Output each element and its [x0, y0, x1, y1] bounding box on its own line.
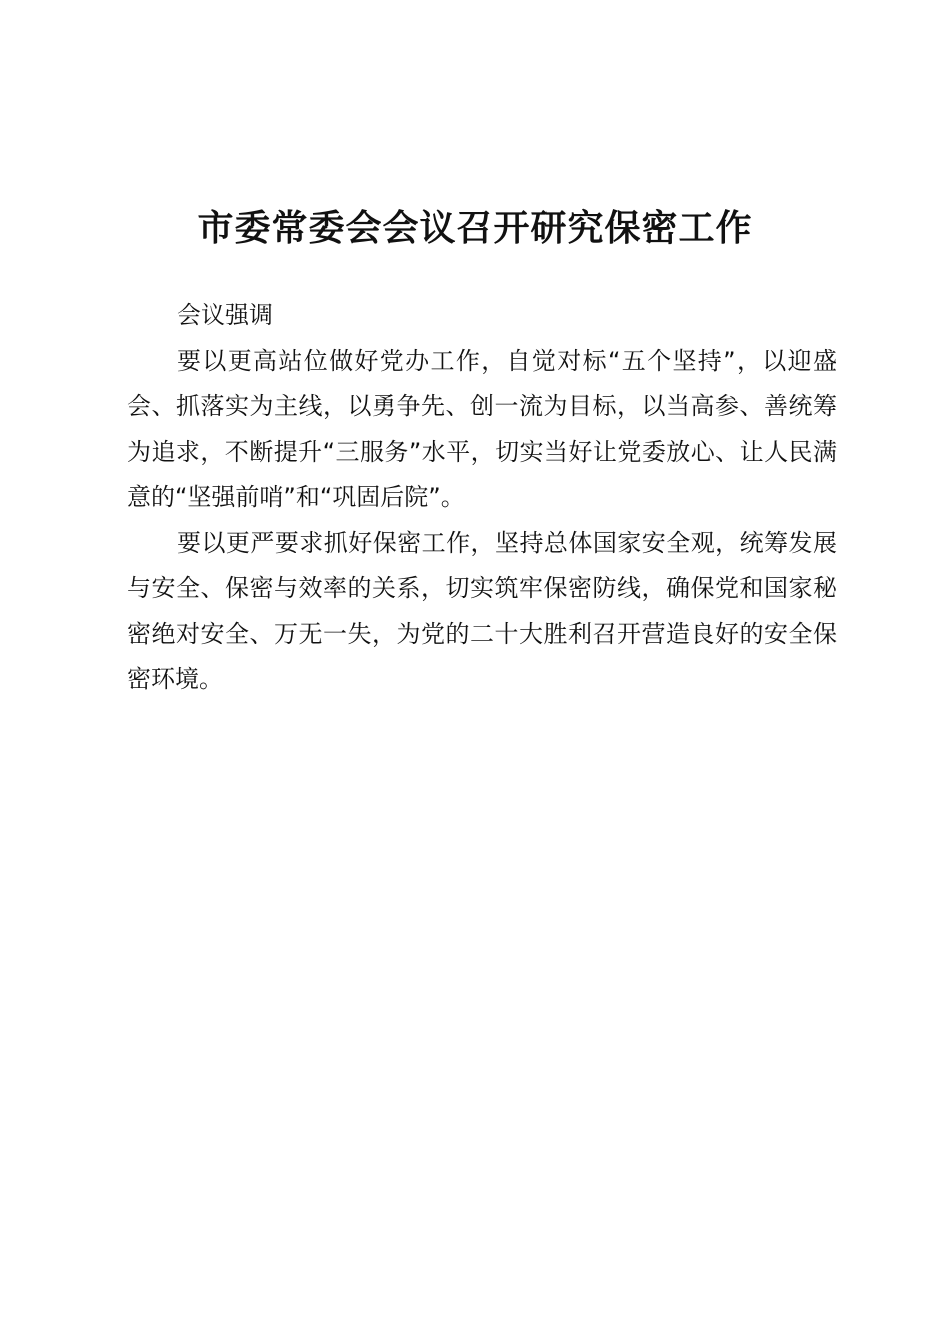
document-body: [127, 293, 837, 703]
paragraph-party-office-work: 要以更高站位做好党办工作，自觉对标“五个坚持”，以迎盛会、抓落实为主线，以勇争先、创一流为目标，以当高参、善统筹为追求，不断提升“三服务”水平，切实当好让党委放心、让人民满意的“坚强前哨”和“巩固后院”。: [127, 346, 837, 511]
paragraph-confidentiality-work: 要以更严要求抓好保密工作，坚持总体国家安全观，统筹发展与安全、保密与效率的关系，切实筑牢保密防线，确保党和国家秘密绝对安全、万无一失，为党的二十大胜利召开营造良好的安全保密环境。: [127, 528, 837, 693]
document-title: 市委常委会会议召开研究保密工作: [197, 207, 753, 249]
paragraph-meeting-emphasis: 会议强调: [177, 301, 273, 329]
